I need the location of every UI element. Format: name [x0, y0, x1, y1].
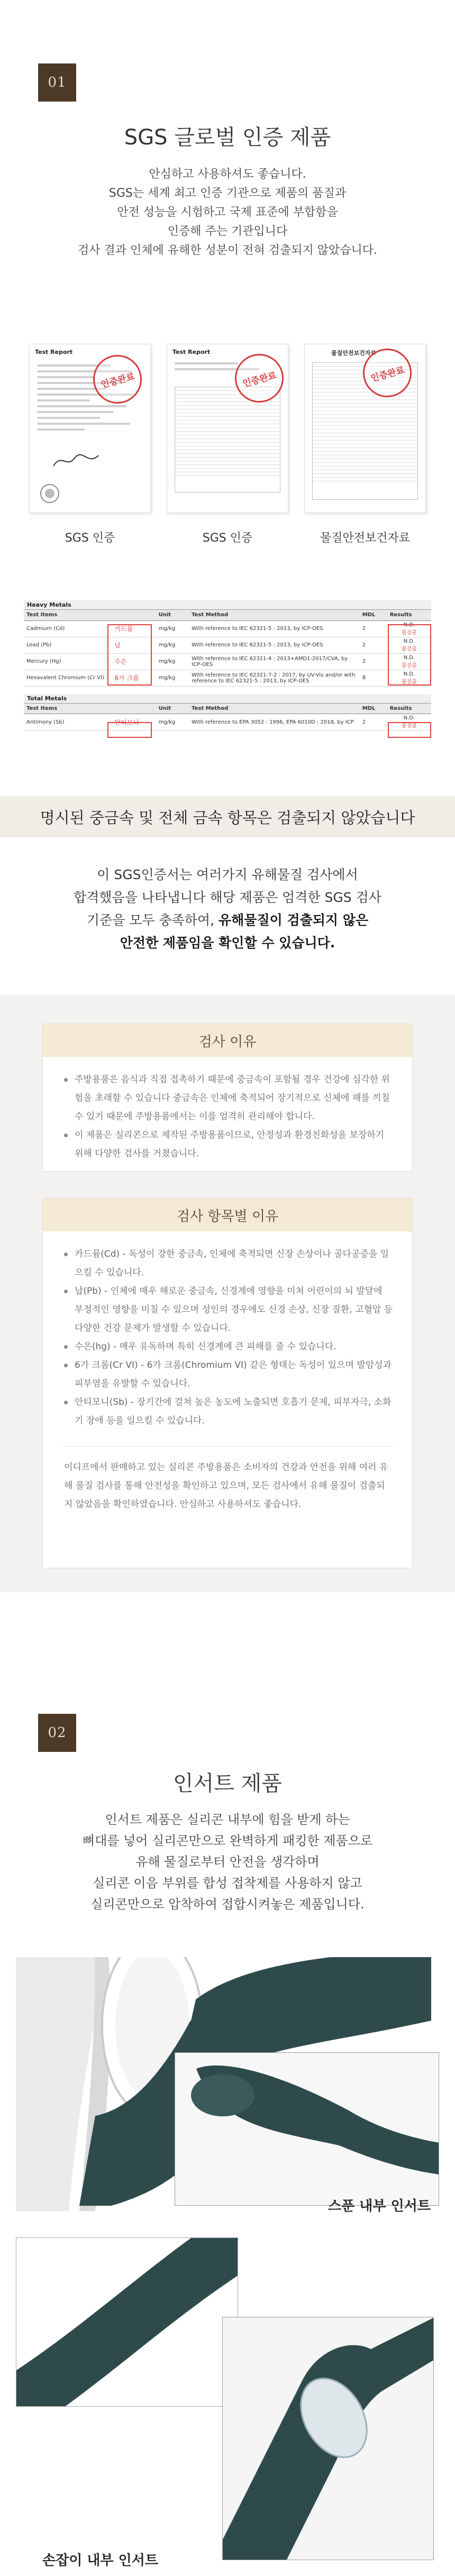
heavy-metals-heading: Heavy Metals	[24, 600, 431, 610]
column-header: Results	[387, 610, 431, 620]
column-header	[112, 610, 156, 620]
intro-line: 뼈대를 넣어 실리콘만으로 완벽하게 패킹한 제품으로	[82, 1833, 373, 1848]
column-header: Test Items	[24, 610, 112, 620]
intro-line: 안전 성능을 시험하고 국제 표준에 부합함을	[117, 206, 338, 219]
conclusion-emphasis: 안전한 제품임을 확인할 수 있습니다.	[120, 935, 335, 951]
list-item: 안티모니(Sb) - 장기간에 걸쳐 높은 농도에 노출되면 호흡기 문제, 피부자극, 소화기 장애 등을 일으킬 수 있습니다.	[64, 1393, 393, 1430]
certified-stamp: 인증완료	[230, 349, 288, 408]
result-korean: 불검출	[401, 629, 417, 636]
column-header: Results	[387, 704, 431, 714]
result-highlight	[388, 722, 431, 738]
result-korean: 불검출	[401, 662, 417, 669]
test-item-korean: 납	[112, 637, 156, 653]
list-item: 납(Pb) - 인체에 매우 해로운 중금속, 신경계에 영향을 미쳐 어린이의 뇌 발달에 부정적인 영향을 미칠 수 있으며 성인의 경우에도 신경 손상, 신장 질환, 고혈압 등 다양한 건강 문제가 발생할 수 있습니다.	[64, 1282, 393, 1338]
unit: mg/kg	[156, 653, 189, 670]
result-value: N.D.	[403, 715, 415, 721]
section-number-badge: 01	[38, 63, 76, 102]
spoon-insert-detail-illustration	[175, 2053, 439, 2206]
column-header	[112, 704, 156, 714]
column-header: MDL	[360, 704, 387, 714]
spoon-insert-detail	[175, 2052, 439, 2206]
mdl: 8	[360, 670, 387, 686]
mdl: 2	[360, 637, 387, 653]
conclusion-line: 기준을 모두 충족하여,	[86, 912, 219, 928]
certified-stamp: 인증완료	[358, 344, 417, 403]
table-row	[24, 620, 431, 637]
certified-stamp: 인증완료	[88, 350, 148, 409]
section-intro	[0, 1809, 455, 1915]
list-item: 수은(hg) - 매우 유독하며 특히 신경계에 큰 피해를 줄 수 있습니다.	[64, 1338, 393, 1356]
conclusion-emphasis: 유해물질이 검출되지 않은	[219, 912, 369, 928]
safety-note: 이디프에서 판매하고 있는 실리콘 주방용품은 소비자의 건강과 안전을 위해 여러 유해 물질 검사를 통해 안전성을 확인하고 있으며, 모든 검사에서 유해 물질이 검출되지 않았음을 확인하였습니다. 안심하고 사용하셔도 좋습니다.	[64, 1462, 388, 1510]
test-method: With reference to IEC 62321-5 : 2013, by ICP-OES	[189, 620, 360, 637]
test-item: Cadmium (Cd)	[24, 620, 112, 637]
unit: mg/kg	[156, 714, 189, 730]
box-title: 검사 항목별 이유	[43, 1199, 412, 1231]
sgs-seal-icon	[39, 483, 60, 504]
column-header: Test Method	[189, 704, 360, 714]
table-row	[24, 637, 431, 653]
table-row	[24, 670, 431, 686]
result-highlight	[388, 624, 431, 686]
conclusion-text	[0, 863, 455, 954]
test-item-korean: 수은	[112, 653, 156, 670]
test-item-korean: 카드뮴	[112, 620, 156, 637]
column-header: Test Method	[189, 610, 360, 620]
test-method: With reference to EPA 3052 : 1996, EPA 6010D : 2018, by ICP	[189, 714, 360, 730]
test-method: With reference to IEC 62321-7-2 : 2017, by UV-Vis and/or with reference to IEC 62321-5 : 2013, by ICP-OES	[189, 670, 360, 686]
conclusion-line: 이 SGS인증서는 여러가지 유해물질 검사에서	[97, 867, 358, 882]
table-row	[24, 714, 431, 730]
total-metals-heading: Total Metals	[24, 694, 431, 704]
intro-line: 유해 물질로부터 안전을 생각하며	[135, 1855, 320, 1869]
total-metals-table	[24, 704, 431, 731]
mdl: 2	[360, 620, 387, 637]
document-header: Test Report	[35, 349, 73, 355]
document-caption: SGS 인증	[65, 532, 115, 545]
list-item: 주방용품은 음식과 직접 접촉하기 때문에 중금속이 포함될 경우 건강에 심각한 위험을 초래할 수 있습니다 중금속은 인체에 축적되어 장기적으로 신체에 해를 끼칠 수 있기 때문에 주방용품에서는 이를 엄격히 관리해야 합니다.	[64, 1071, 393, 1126]
intro-line: 실리콘만으로 압착하여 접합시켜놓은 제품입니다.	[90, 1897, 365, 1912]
safety-data-sheet-document	[304, 344, 426, 513]
not-detected-banner: 명시된 중금속 및 전체 금속 항목은 검출되지 않았습니다	[0, 796, 455, 837]
section-number-badge: 02	[38, 1714, 76, 1752]
unit: mg/kg	[156, 637, 189, 653]
column-header: MDL	[360, 610, 387, 620]
test-item: Antimony (Sb)	[24, 714, 112, 730]
sgs-certificate-document-2	[167, 344, 288, 513]
test-item-korean: 안티모니	[112, 714, 156, 730]
insert-caption: 스푼 내부 인서트	[328, 2198, 431, 2214]
column-header: Unit	[156, 704, 189, 714]
handle-insert-figure	[16, 2237, 238, 2407]
conclusion-line: 합격했음을 나타냅니다 해당 제품은 엄격한 SGS 검사	[74, 890, 381, 905]
intro-line: 인증해 주는 기관입니다	[167, 225, 288, 238]
section-intro	[0, 165, 455, 260]
list-item: 카드뮴(Cd) - 독성이 강한 중금속, 인체에 축적되면 신장 손상이나 골다공증을 일으킬 수 있습니다.	[64, 1245, 393, 1282]
intro-line: SGS는 세계 최고 인증 기관으로 제품의 품질과	[108, 187, 347, 200]
unit: mg/kg	[156, 670, 189, 686]
test-item: Hexavalent Chromium (Cr VI)	[24, 670, 112, 686]
handle-insert-detail	[222, 2317, 434, 2560]
section-title: SGS 글로벌 인증 제품	[124, 125, 331, 150]
result-korean: 불검출	[401, 646, 417, 652]
column-header: Unit	[156, 610, 189, 620]
test-method: With reference to IEC 62321-4 : 2013+AMD1:2017/CVA, by ICP-OES	[189, 653, 360, 670]
document-header: Test Report	[172, 349, 211, 355]
mdl: 2	[360, 653, 387, 670]
box-title: 검사 이유	[43, 1024, 412, 1057]
document-caption: 물질안전보건자료	[320, 532, 411, 545]
column-header: Test Items	[24, 704, 112, 714]
result-value: N.D.	[403, 671, 415, 677]
test-results-table	[24, 600, 431, 770]
intro-line: 안심하고 사용하셔도 좋습니다.	[149, 168, 306, 181]
inspection-reason-box	[42, 1024, 413, 1172]
test-item: Lead (Pb)	[24, 637, 112, 653]
handle-insert-detail-illustration	[223, 2317, 434, 2560]
korean-name-highlight	[107, 624, 152, 686]
korean-name-highlight	[107, 722, 152, 738]
intro-line: 실리콘 이음 부위를 합성 접착제를 사용하지 않고	[93, 1876, 362, 1890]
section-title: 인서트 제품	[173, 1771, 282, 1796]
result-value: N.D.	[403, 622, 415, 628]
result-korean: 불검출	[401, 723, 417, 729]
test-item-korean: 6가 크롬	[112, 670, 156, 686]
result-value: N.D.	[403, 654, 415, 661]
handle-insert-illustration	[16, 2238, 238, 2407]
test-method: With reference to IEC 62321-5 : 2013, by ICP-OES	[189, 637, 360, 653]
sgs-certificate-document-1	[29, 344, 151, 513]
intro-line: 인서트 제품은 실리콘 내부에 힘을 받게 하는	[105, 1812, 350, 1827]
inspection-items-box	[42, 1198, 413, 1568]
table-row	[24, 653, 431, 670]
heavy-metals-table	[24, 610, 431, 687]
document-header: 물질안전보건자료	[331, 350, 377, 357]
insert-caption: 손잡이 내부 인서트	[42, 2553, 159, 2569]
list-item: 이 제품은 실리콘으로 제작된 주방용품이므로, 안정성과 환경친화성을 보장하기 위해 다양한 검사를 거쳤습니다.	[64, 1126, 393, 1163]
divider	[62, 1446, 393, 1447]
document-caption: SGS 인증	[202, 532, 253, 545]
signature-icon	[51, 450, 109, 471]
unit: mg/kg	[156, 620, 189, 637]
test-item: Mercury (Hg)	[24, 653, 112, 670]
result-korean: 불검출	[401, 679, 417, 685]
list-item: 6가 크롬(Cr VI) - 6가 크롬(Chromium VI) 같은 형태는 독성이 있으며 발암성과 피부염을 유발할 수 있습니다.	[64, 1356, 393, 1393]
mdl: 2	[360, 714, 387, 730]
result-value: N.D.	[403, 638, 415, 644]
intro-line: 검사 결과 인체에 유해한 성분이 전혀 검출되지 않았습니다.	[78, 244, 377, 257]
